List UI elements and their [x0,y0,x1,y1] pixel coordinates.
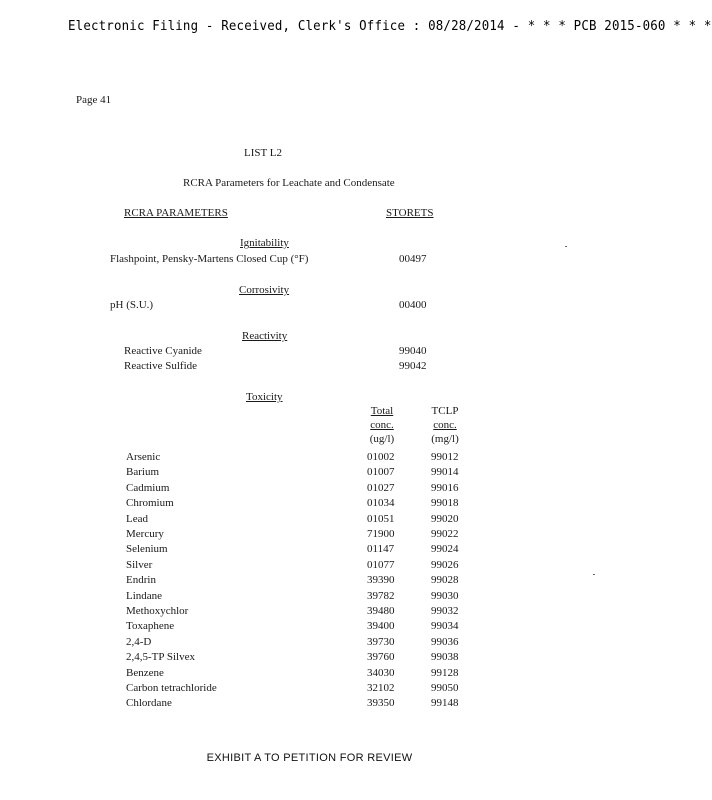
toxicity-parameter-name: Arsenic [126,451,161,463]
tclp-conc-header-line1: TCLP [431,405,459,417]
total-conc-storet: 39480 [367,605,395,617]
tclp-conc-storet: 99028 [431,574,459,587]
section-heading-ignitability: Ignitability [240,237,289,249]
table-row [0,543,619,558]
column-header-storets: STORETS [386,207,434,219]
total-conc-storet: 01007 [367,466,395,479]
table-row [0,590,619,605]
toxicity-parameter-name: Barium [126,466,159,479]
toxicity-parameter-name: Chlordane [126,697,172,710]
table-row [0,528,619,543]
tclp-conc-header-line2: conc. [433,419,457,431]
toxicity-parameter-name: Cadmium [126,481,170,494]
tclp-conc-storet: 99030 [431,589,459,602]
toxicity-parameter-name: Benzene [126,666,164,679]
toxicity-parameter-name: 2,4,5-TP Silvex [126,651,195,664]
list-title: LIST L2 [244,147,282,159]
table-row [0,620,619,635]
total-conc-storet: 39730 [367,635,395,648]
total-conc-storet: 39350 [367,697,395,710]
tclp-conc-storet: 99024 [431,543,459,556]
section-heading-toxicity: Toxicity [246,391,283,403]
total-conc-storet: 71900 [367,528,395,540]
parameter-name: Flashpoint, Pensky-Martens Closed Cup (°F) [110,253,309,265]
parameter-name: Reactive Sulfide [124,360,198,372]
table-row [0,667,619,682]
list-subtitle: RCRA Parameters for Leachate and Condensate [183,177,395,189]
tclp-conc-header-units: (mg/l) [431,433,459,445]
toxicity-parameter-name: Mercury [126,528,164,540]
tclp-conc-storet: 99014 [431,466,459,479]
tclp-conc-storet: 99036 [431,635,459,648]
table-row [0,636,619,651]
tclp-conc-storet: 99020 [431,512,459,525]
total-conc-header-line1: Total [370,405,394,417]
toxicity-parameter-name: Endrin [126,574,156,587]
total-conc-header-line2: conc. [370,419,394,431]
section-heading-reactivity: Reactivity [242,330,288,342]
storet-code: 99042 [399,360,427,372]
toxicity-parameter-name: Lead [126,512,148,525]
toxicity-parameter-name: Methoxychlor [126,605,189,617]
toxicity-parameter-name: Selenium [126,543,168,556]
table-row [0,605,619,620]
filing-stamp-header: Electronic Filing - Received, Clerk's Office : 08/28/2014 - * * * PCB 2015-060 * * * [68,18,712,34]
total-conc-storet: 01034 [367,497,395,510]
table-row [0,451,619,466]
section-heading-corrosivity: Corrosivity [239,284,290,296]
toxicity-parameter-name: Silver [126,558,153,571]
total-conc-storet: 39782 [367,589,395,602]
toxicity-parameter-name: Lindane [126,589,163,602]
tclp-conc-storet: 99012 [431,451,459,463]
table-row [0,482,619,497]
toxicity-parameter-name: Carbon tetrachloride [126,682,217,694]
scan-speck [593,574,595,575]
parameter-name: pH (S.U.) [110,299,154,311]
tclp-conc-storet: 99022 [431,528,459,540]
total-conc-storet: 32102 [367,682,395,694]
tclp-conc-storet: 99128 [431,666,459,679]
total-conc-storet: 01051 [367,512,395,525]
storet-code: 00497 [399,253,427,265]
exhibit-footer: EXHIBIT A TO PETITION FOR REVIEW [206,752,413,764]
tclp-conc-storet: 99032 [431,605,459,617]
parameter-name: Reactive Cyanide [124,345,202,357]
table-row [0,651,619,666]
total-conc-storet: 01002 [367,451,395,463]
scan-speck [565,246,567,247]
total-conc-storet: 01077 [367,558,395,571]
toxicity-parameter-name: 2,4-D [126,635,152,648]
total-conc-storet: 01027 [367,481,395,494]
table-row [0,682,619,697]
table-row [0,497,619,512]
total-conc-header-units: (ug/l) [369,433,395,445]
toxicity-parameter-name: Toxaphene [126,620,175,633]
total-conc-storet: 39400 [367,620,395,633]
tclp-conc-storet: 99034 [431,620,459,633]
table-row [0,697,619,712]
tclp-conc-storet: 99018 [431,497,459,510]
total-conc-storet: 39390 [367,574,395,587]
table-row [0,466,619,481]
total-conc-storet: 34030 [367,666,395,679]
column-header-parameters: RCRA PARAMETERS [124,207,228,219]
table-row [0,574,619,589]
total-conc-storet: 01147 [367,543,395,556]
total-conc-storet: 39760 [367,651,395,664]
toxicity-parameter-name: Chromium [126,497,174,510]
tclp-conc-storet: 99026 [431,558,459,571]
table-row [0,513,619,528]
storet-code: 00400 [399,299,427,311]
tclp-conc-storet: 99148 [431,697,459,710]
tclp-conc-storet: 99050 [431,682,459,694]
tclp-conc-storet: 99016 [431,481,459,494]
storet-code: 99040 [399,345,427,357]
tclp-conc-storet: 99038 [431,651,459,664]
table-row [0,559,619,574]
page-number: Page 41 [76,94,112,106]
